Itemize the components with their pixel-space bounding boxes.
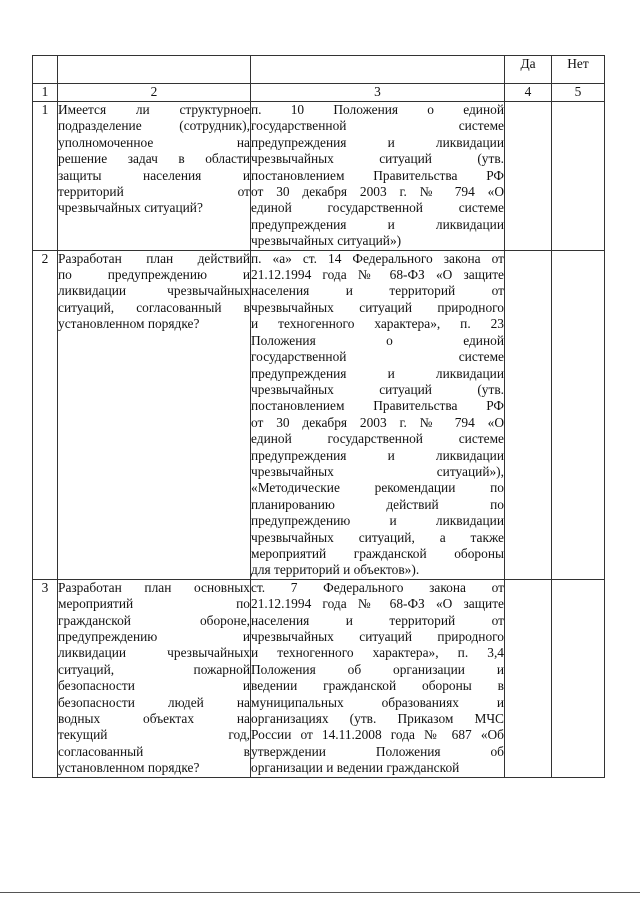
legal-basis-line: населения и территорий от: [251, 612, 504, 628]
question-line: решение задач в области: [58, 151, 250, 167]
legal-basis-line: единой государственной системе: [251, 431, 504, 447]
legal-basis-line: государственной системе: [251, 118, 504, 134]
header-empty-cell: [58, 56, 251, 84]
legal-basis-line: Положения об организации и: [251, 661, 504, 677]
table-row: [33, 250, 605, 579]
legal-basis-line: чрезвычайных ситуаций, а также: [251, 529, 504, 545]
question-line: мероприятий по: [58, 596, 250, 612]
legal-basis-line: постановлением Правительства РФ: [251, 398, 504, 414]
legal-basis-line: Положения о единой: [251, 332, 504, 348]
question-line: ликвидации чрезвычайных: [58, 283, 250, 299]
column-number: 4: [505, 84, 552, 102]
legal-basis-line: п. 10 Положения о единой: [251, 102, 504, 117]
legal-basis-line: предупреждения и ликвидации: [251, 216, 504, 232]
legal-basis-line: ведении гражданской обороны в: [251, 678, 504, 694]
legal-basis-line: единой государственной системе: [251, 200, 504, 216]
legal-basis-line: предупреждения и ликвидации: [251, 447, 504, 463]
table-row: [33, 102, 605, 251]
legal-basis-line: России от 14.11.2008 года № 687 «Об: [251, 727, 504, 743]
legal-basis-line: ст. 7 Федерального закона от: [251, 579, 504, 595]
question-line: по предупреждению и: [58, 267, 250, 283]
legal-basis-line: чрезвычайных ситуаций»): [251, 233, 402, 249]
legal-basis-line: чрезвычайных ситуаций»),: [251, 463, 504, 479]
question-line: защиты населения и: [58, 167, 250, 183]
question-line: безопасности людей на: [58, 694, 250, 710]
question-line: Имеется ли структурное: [58, 102, 250, 117]
question-line: территорий от: [58, 184, 250, 200]
yes-answer-cell[interactable]: [505, 579, 552, 777]
no-answer-cell[interactable]: [552, 102, 605, 251]
question-cell: [58, 250, 251, 579]
row-number: 2: [33, 250, 58, 579]
row-number: 3: [33, 579, 58, 777]
legal-basis-line: предупреждения и ликвидации: [251, 365, 504, 381]
table-row: [33, 579, 605, 777]
legal-basis-line: планированию действий по: [251, 496, 504, 512]
legal-basis-line: постановлением Правительства РФ: [251, 167, 504, 183]
legal-basis-line: и техногенного характера», п. 3,4: [251, 645, 504, 661]
question-line: согласованный в: [58, 743, 250, 759]
question-line: текущий год,: [58, 727, 250, 743]
question-line: предупреждению и: [58, 629, 250, 644]
legal-basis-line: муниципальных образованиях и: [251, 694, 504, 710]
no-column-header: Нет: [552, 56, 605, 84]
legal-basis-cell: [251, 102, 505, 251]
question-line: безопасности и: [58, 678, 250, 694]
legal-basis-line: 21.12.1994 года № 68-ФЗ «О защите: [251, 596, 504, 612]
question-cell: [58, 579, 251, 777]
column-number: 1: [33, 84, 58, 102]
question-line: Разработан план основных: [58, 579, 250, 595]
no-answer-cell[interactable]: [552, 250, 605, 579]
question-line: установленном порядке?: [58, 316, 200, 332]
legal-basis-line: от 30 декабря 2003 г. № 794 «О: [251, 184, 504, 200]
question-line: Разработан план действий: [58, 250, 250, 266]
question-line: подразделение (сотрудник),: [58, 118, 250, 134]
yes-answer-cell[interactable]: [505, 250, 552, 579]
legal-basis-line: предупреждения и ликвидации: [251, 134, 504, 150]
column-number: 5: [552, 84, 605, 102]
legal-basis-line: чрезвычайных ситуаций природного: [251, 299, 504, 315]
legal-basis-line: предупреждению и ликвидации: [251, 513, 504, 529]
question-line: гражданской обороне,: [58, 612, 250, 628]
legal-basis-line: чрезвычайных ситуаций (утв.: [251, 151, 504, 167]
question-line: уполномоченное на: [58, 134, 250, 150]
legal-basis-line: для территорий и объектов»).: [251, 562, 420, 578]
legal-basis-line: утверждении Положения об: [251, 743, 504, 759]
question-line: ликвидации чрезвычайных: [58, 645, 250, 661]
legal-basis-cell: [251, 579, 505, 777]
legal-basis-line: государственной системе: [251, 349, 504, 365]
legal-basis-line: от 30 декабря 2003 г. № 794 «О: [251, 414, 504, 430]
question-line: ситуаций, согласованный в: [58, 299, 250, 315]
question-line: чрезвычайных ситуаций?: [58, 200, 203, 216]
legal-basis-line: чрезвычайных ситуаций природного: [251, 629, 504, 644]
checklist-table: [32, 55, 605, 778]
no-answer-cell[interactable]: [552, 579, 605, 777]
header-empty-cell: [251, 56, 505, 84]
legal-basis-line: «Методические рекомендации по: [251, 480, 504, 496]
legal-basis-line: мероприятий гражданской обороны: [251, 545, 504, 561]
legal-basis-line: организациях (утв. Приказом МЧС: [251, 711, 504, 727]
yes-answer-cell[interactable]: [505, 102, 552, 251]
yes-column-header: Да: [505, 56, 552, 84]
column-number: 2: [58, 84, 251, 102]
question-line: установленном порядке?: [58, 760, 200, 776]
row-number: 1: [33, 102, 58, 251]
column-number: 3: [251, 84, 505, 102]
question-line: водных объектах на: [58, 711, 250, 727]
page-bottom-rule: [0, 892, 640, 893]
header-empty-cell: [33, 56, 58, 84]
header-row: [33, 56, 605, 84]
question-cell: [58, 102, 251, 251]
legal-basis-cell: [251, 250, 505, 579]
legal-basis-line: населения и территорий от: [251, 283, 504, 299]
legal-basis-line: и техногенного характера», п. 23: [251, 316, 504, 332]
legal-basis-line: 21.12.1994 года № 68-ФЗ «О защите: [251, 267, 504, 283]
legal-basis-line: п. «а» ст. 14 Федерального закона от: [251, 250, 504, 266]
legal-basis-line: организации и ведении гражданской: [251, 760, 460, 776]
legal-basis-line: чрезвычайных ситуаций (утв.: [251, 381, 504, 397]
question-line: ситуаций, пожарной: [58, 661, 250, 677]
column-number-row: [33, 84, 605, 102]
